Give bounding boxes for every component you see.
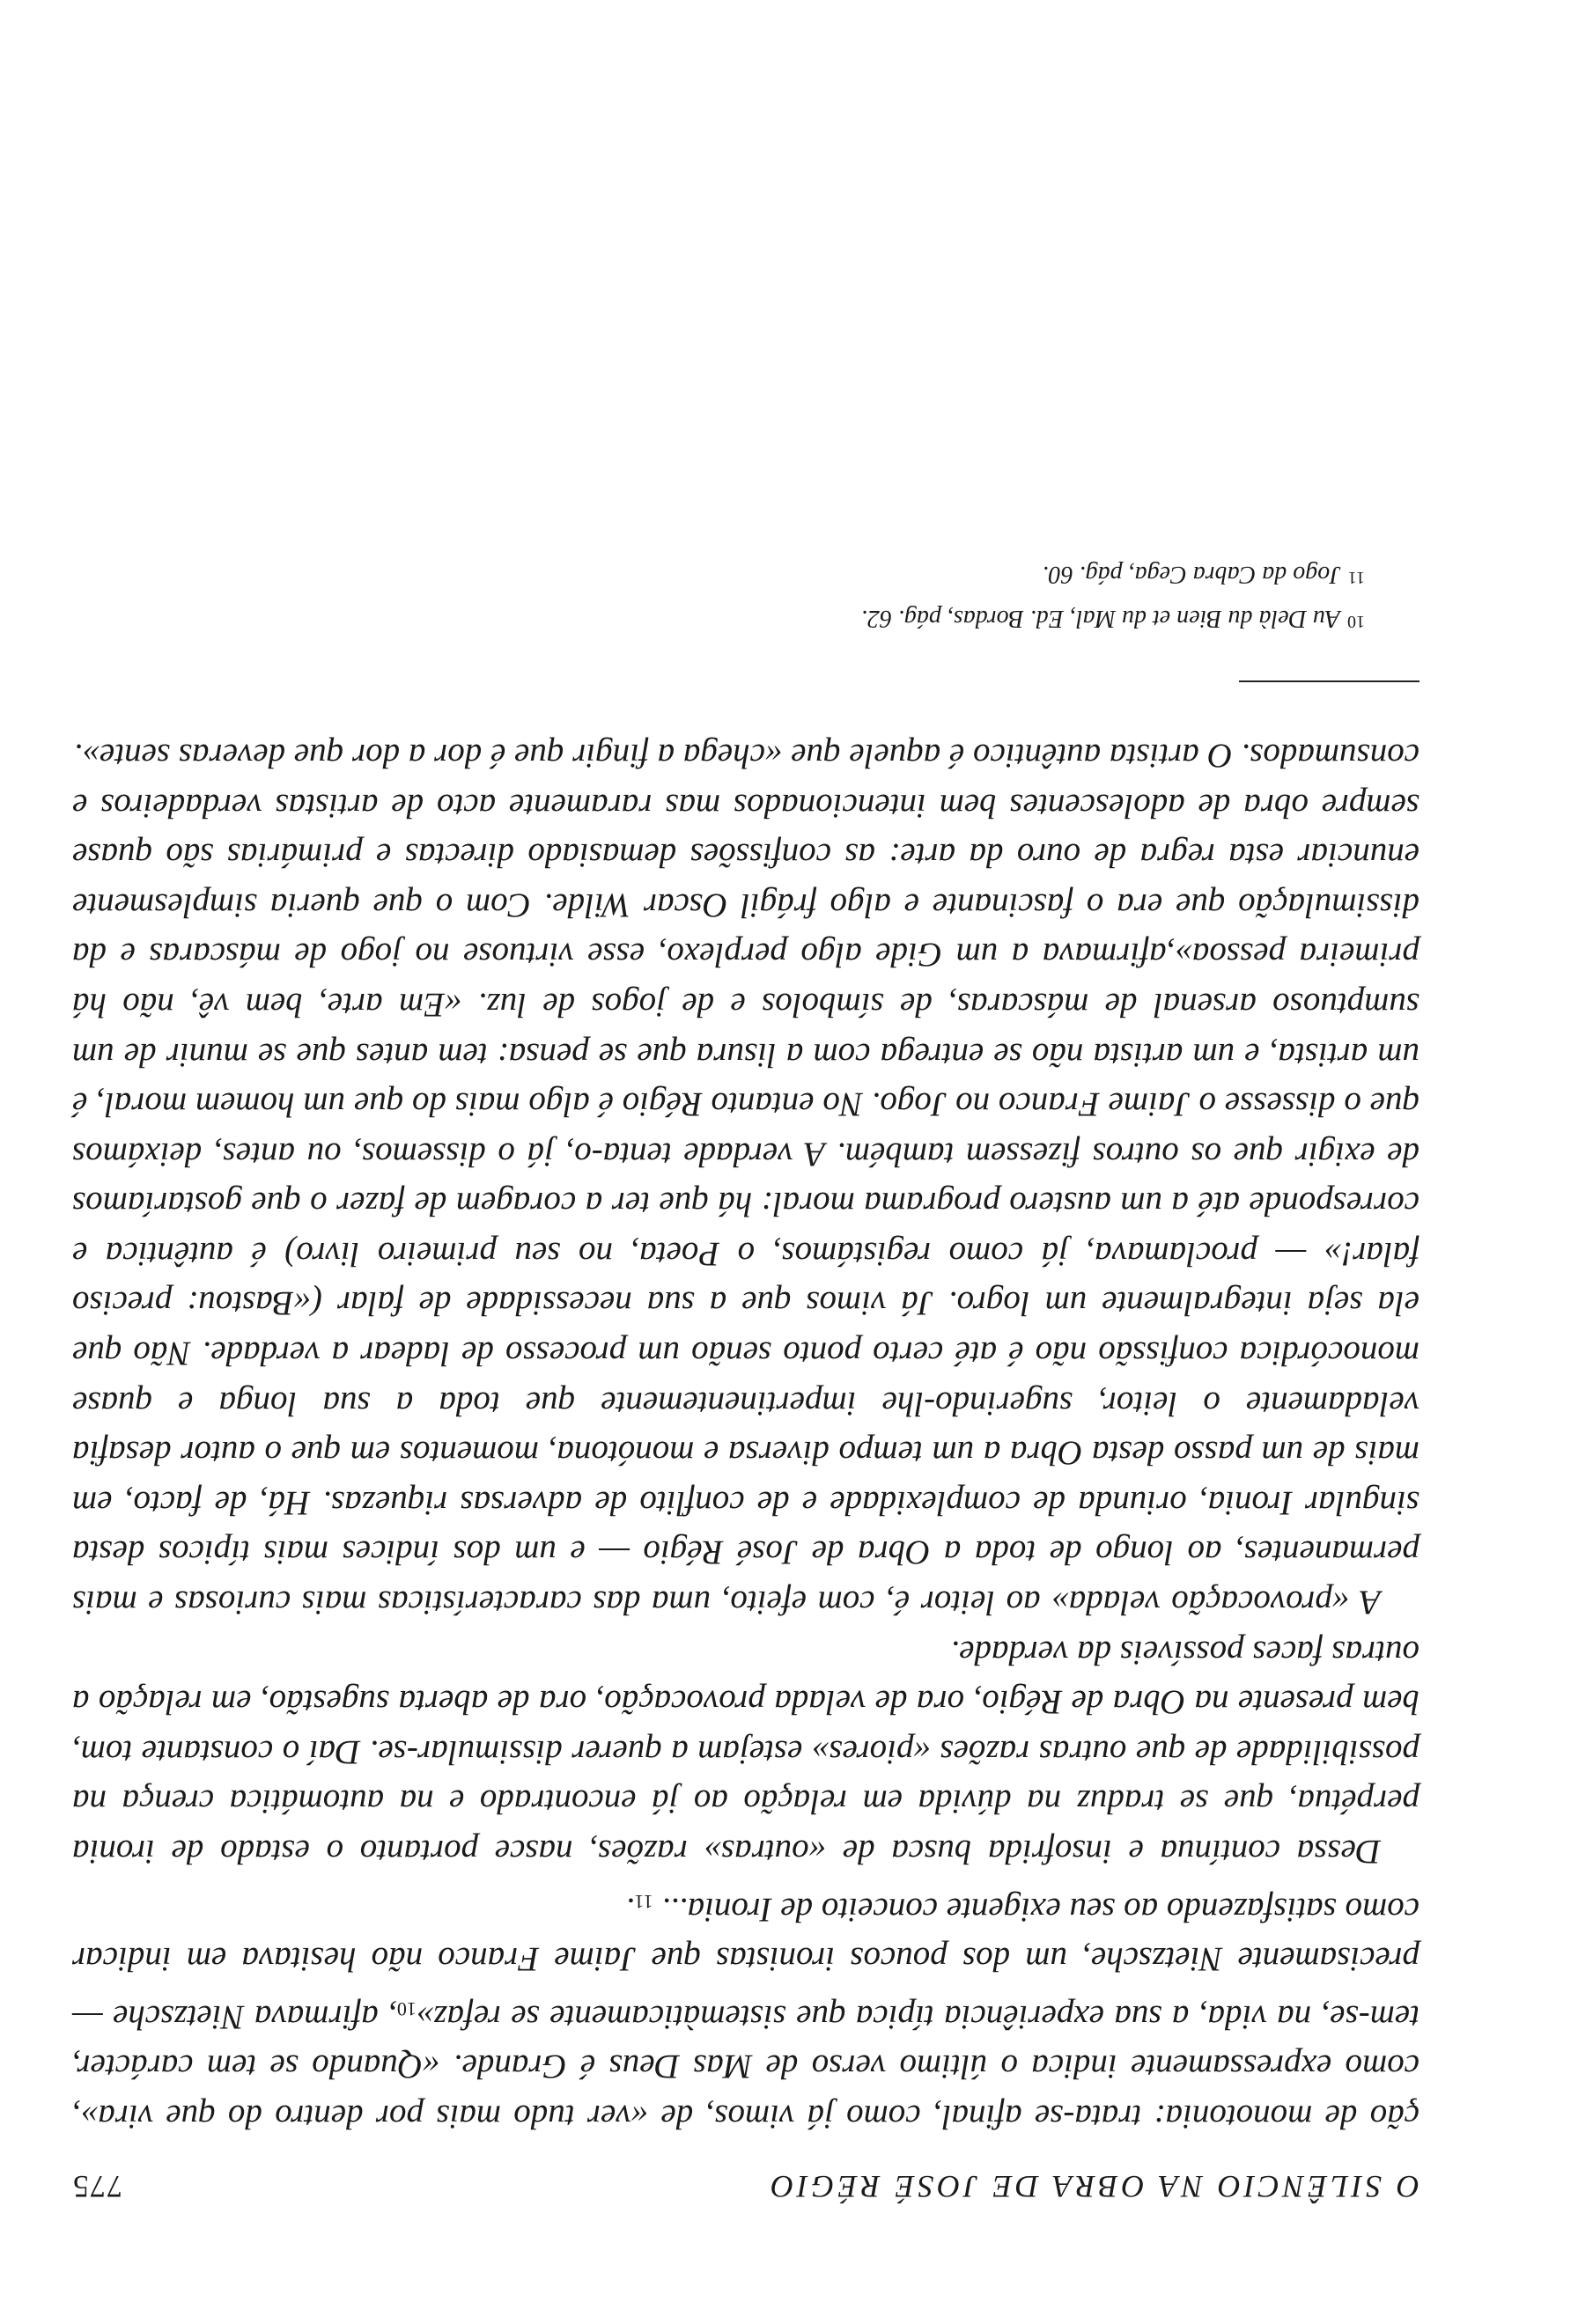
footnote-number: 10 <box>1347 612 1365 632</box>
footnote-number: 11 <box>1347 568 1365 588</box>
paragraph-2: Dessa contínua e insofrida busca de «outras» razões, nasce portanto o estado de ironia perpétua, que se traduz na dúvida em relação ao já encontrado e na automática crença na possibilidade de que outras razões «piores» estejam a querer dissimular-se. Daí o constante tom, bem presente na Obra de Régio, ora de velada provocação, ora de aberta sugestão, em relação a outras faces possíveis da verdade. <box>72 1633 1419 1872</box>
footnote-text: Jogo da Cabra Cega, pág. 60. <box>1042 561 1341 589</box>
page-number: 775 <box>72 2169 122 2204</box>
paragraph-1-text-b: , afirmava Nietzsche — precisamente Nietzsche, um dos poucos ironistas que Jaime Franco não hesitava em indicar como satisfazendo ao seu exigente conceito de Ironia... <box>72 1890 1419 2036</box>
page-content <box>72 554 1419 2211</box>
footnote-text: Au Delà du Bien et du Mal, Ed. Bordas, pág. 62. <box>860 605 1340 633</box>
footnote-divider <box>1239 680 1419 682</box>
paragraph-1-end: . <box>625 1890 635 1929</box>
running-header <box>72 2159 1419 2211</box>
footnote-ref-10: 10 <box>396 1997 417 2020</box>
footnote-ref-11: 11 <box>634 1890 653 1913</box>
paragraph-1 <box>72 1876 1419 2141</box>
running-title: O SILÊNCIO NA OBRA DE JOSÉ RÉGIO <box>767 2169 1419 2204</box>
footnote-10 <box>72 598 1419 642</box>
paragraph-3: A «provocação velada» ao leitor é, com efeito, uma das características mais curiosas e mais permanentes, ao longo de toda a Obra de José Régio — e um dos índices mais típicos desta singular Ironia, oriunda de complexidade e de conflito de adversas riquezas. Há, de facto, em mais de um passo desta Obra a um tempo diversa e monótona, momentos em que o autor desafia veladamente o leitor, sugerindo-lhe impertinentemente que toda a sua longa e quase monocórdica confissão não é até certo ponto senão um processo de ladear a verdade. Não que ela seja integralmente um logro. Já vimos que a sua necessidade de falar («Bastou: preciso falar!» — proclamava, já como registámos, o Poeta, no seu primeiro livro) é autêntica e corresponde até a um austero programa moral: há que ter a coragem de fazer o que gostaríamos de exigir que os outros fizessem também. A verdade tenta-o, já o dissemos, ou antes, deixámos que o dissesse o Jaime Franco no Jogo. No entanto Régio é algo mais do que um homem moral, é um artista, e um artista não se entrega com a lisura que se pensa: tem antes que se munir de um sumptuoso arsenal de máscaras, de símbolos e de jogos de luz. «Em arte, bem vê, não há primeira pessoa»,afirmava a um Gide algo perplexo, esse virtuose no jogo de máscaras e da dissimulação que era o fascinante e algo frágil Oscar Wilde. Com o que queria simplesmente enunciar esta regra de ouro da arte: as confissões demasiado directas e primárias são quase sempre obra de adolescentes bem intencionados mas raramente acto de artistas verdadeiros e consumados. O artista autêntico é aquele que «chega a fingir que é dor a dor que deveras sente». <box>72 736 1419 1622</box>
footnote-11 <box>72 554 1419 598</box>
paragraph-1-text: ção de monotonia: trata-se afinal, como já vimos, de «ver tudo mais por dentro do que vira», como expressamente indica o último verso de Mas Deus é Grande. «Quando se tem carácter, tem-se, na vida, a sua experiência típica que sistemàticamente se refaz» <box>72 1997 1419 2136</box>
